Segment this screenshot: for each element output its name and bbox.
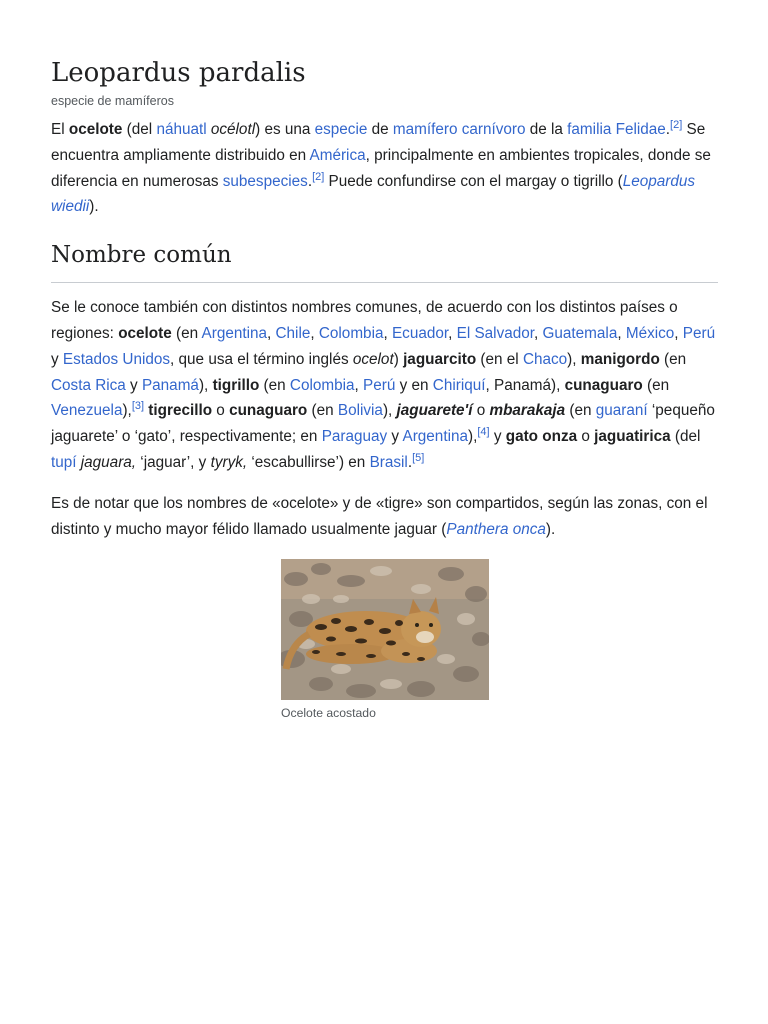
- link-peru[interactable]: Perú: [363, 376, 396, 394]
- link-ecuador[interactable]: Ecuador: [391, 324, 449, 342]
- link-chile[interactable]: Chile: [275, 324, 311, 342]
- page-title: Leopardus pardalis: [51, 58, 306, 88]
- intro-paragraph: El ocelote (del náhuatl océlotl) es una especie de mamífero carnívoro de la familia Felidae.[2] Se encuentra ampliamente distribuido en América, principalmente en ambientes tropicales, donde se diferencia en numerosas subespecies.[2] Puede confundirse con el margay o tigrillo (Leopardus wiedii).: [51, 118, 711, 216]
- ref-2[interactable]: [2]: [312, 170, 325, 183]
- link-argentina[interactable]: Argentina: [402, 428, 468, 446]
- link-guarani[interactable]: guaraní: [595, 402, 648, 420]
- link-el-salvador[interactable]: El Salvador: [456, 324, 535, 342]
- figure-caption: Ocelote acostado: [281, 706, 376, 721]
- link-bolivia[interactable]: Bolivia: [337, 402, 383, 420]
- note-paragraph: Es de notar que los nombres de «ocelote» y de «tigre» son compartidos, según las zonas, con el distinto y mucho mayor félido llamado usualmente jaguar (Panthera onca).: [51, 494, 708, 538]
- ref-4[interactable]: [4]: [477, 426, 490, 439]
- link-brasil[interactable]: Brasil: [369, 453, 408, 471]
- link-argentina[interactable]: Argentina: [201, 324, 267, 342]
- term-ocelotl: océlotl: [210, 121, 256, 138]
- link-costa-rica[interactable]: Costa Rica: [51, 376, 126, 394]
- link-panama[interactable]: Panamá: [141, 376, 199, 394]
- link-colombia[interactable]: Colombia: [289, 376, 355, 394]
- link-especie[interactable]: especie: [314, 121, 368, 138]
- ref-2[interactable]: [2]: [670, 118, 683, 131]
- link-mamifero-carnivoro[interactable]: mamífero carnívoro: [392, 121, 526, 138]
- link-guatemala[interactable]: Guatemala: [542, 324, 618, 342]
- link-colombia[interactable]: Colombia: [318, 324, 384, 342]
- ocelot-photo-illustration: [281, 559, 489, 700]
- link-peru[interactable]: Perú: [682, 324, 716, 342]
- common-names-paragraph: Se le conoce también con distintos nombres comunes, de acuerdo con los distintos países o regiones: ocelote (en Argentina, Chile, Colombia, Ecuador, El Salvador, Guatemala, México, Perú y Estados Unidos, que usa el término inglés ocelot) jaguarcito (en el Chaco), manigordo (en Costa Rica y Panamá), tigrillo (en Colombia, Perú y en Chiriquí, Panamá), cunaguaro (en Venezuela),[3] tigrecillo o cunaguaro (en Bolivia), jaguarete'í o mbarakaja (en guaraní ‘pequeño jaguarete’ o ‘gato’, respectivamente; en Paraguay y Argentina),[4] y gato onza o jaguatirica (del tupí jaguara, ‘jaguar’, y tyryk, ‘escabullirse’) en Brasil.[5]: [51, 299, 716, 471]
- figure-ocelote: [281, 559, 489, 720]
- link-nahuatl[interactable]: náhuatl: [156, 121, 207, 138]
- ref-5[interactable]: [5]: [412, 451, 425, 464]
- ocelot-image[interactable]: [281, 559, 489, 700]
- link-paraguay[interactable]: Paraguay: [321, 428, 388, 446]
- link-chaco[interactable]: Chaco: [522, 350, 568, 368]
- section-header: [51, 240, 718, 283]
- link-estados-unidos[interactable]: Estados Unidos: [62, 350, 171, 368]
- link-america[interactable]: América: [309, 146, 366, 164]
- link-venezuela[interactable]: Venezuela: [51, 402, 123, 420]
- link-chiriqui[interactable]: Chiriquí: [432, 376, 486, 394]
- section-heading-nombre-comun: Nombre común: [51, 242, 232, 269]
- term-ocelote: ocelote: [68, 121, 123, 138]
- link-tupi[interactable]: tupí: [51, 453, 77, 471]
- article-content: [51, 56, 718, 720]
- link-familia-felidae[interactable]: familia Felidae: [567, 121, 666, 138]
- ref-3[interactable]: [3]: [131, 400, 145, 413]
- page-subtitle: especie de mamíferos: [51, 94, 174, 108]
- link-leopardus-wiedii[interactable]: Leopardus wiedii: [51, 172, 696, 216]
- link-panthera-onca[interactable]: Panthera onca: [446, 520, 546, 538]
- link-mexico[interactable]: México: [625, 324, 675, 342]
- link-subespecies[interactable]: subespecies: [222, 172, 308, 190]
